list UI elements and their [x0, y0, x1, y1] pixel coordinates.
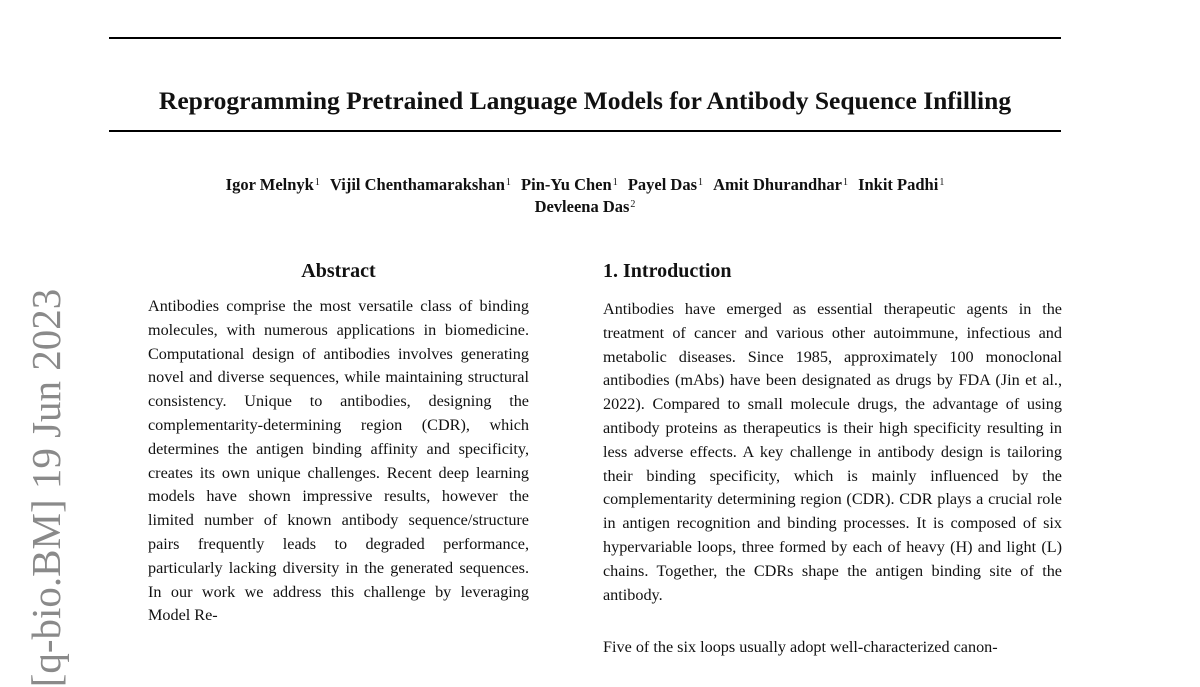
- author-name: Devleena Das: [534, 197, 630, 216]
- introduction-paragraph: Antibodies have emerged as essential therapeutic agents in the treatment of cancer and various other autoimmune, infectious and metabolic diseases. Since 1985, approximately 100 monoclonal antibodies (mAbs) have been designated as drugs by FDA (Jin et al., 2022). Compared to small molecule drugs, the advantage of using antibody proteins as therapeutics is their high specificity resulting in less adverse effects. A key challenge in antibody design is tailoring their binding specificity, which is mainly influenced by the complementarity determining region (CDR). CDR plays a crucial role in antigen recognition and binding processes. It is composed of six hypervariable loops, three formed by each of heavy (H) and light (L) chains. Together, the CDRs shape the antigen binding site of the antibody.: [603, 300, 1062, 604]
- author: [521, 174, 618, 196]
- author-name: Inkit Padhi: [858, 175, 939, 194]
- title-bottom-rule: [109, 130, 1061, 132]
- author-name: Igor Melnyk: [225, 175, 314, 194]
- author-name: Pin-Yu Chen: [521, 175, 612, 194]
- author: [858, 174, 944, 196]
- author: [330, 174, 511, 196]
- author: [628, 174, 703, 196]
- author-name: Payel Das: [627, 175, 698, 194]
- author: [535, 196, 636, 218]
- title-top-rule: [109, 37, 1061, 39]
- abstract-text: Antibodies comprise the most versatile class of binding molecules, with numerous applications in biomedicine. Computational design of antibodies involves generating novel and diverse sequences, while maintaining structural consistency. Unique to antibodies, designing the complementarity-determining region (CDR), which determines the antigen binding affinity and specificity, creates its own unique challenges. Recent deep learning models have shown impressive results, however the limited number of known antibody sequence/structure pairs frequently leads to degraded performance, particularly lacking diversity in the generated sequences. In our work we address this challenge by leveraging Model Re-: [148, 297, 529, 625]
- author-name: Amit Dhurandhar: [713, 175, 842, 194]
- author-name: Vijil Chenthamarakshan: [329, 175, 505, 194]
- author-affiliation: 1: [505, 177, 511, 188]
- abstract-heading: Abstract: [301, 260, 376, 282]
- arxiv-identifier-stamp: [q-bio.BM] 19 Jun 2023: [23, 288, 69, 687]
- author-affiliation: 1: [939, 177, 945, 188]
- author-affiliation: 1: [842, 177, 848, 188]
- author: [226, 174, 320, 196]
- introduction-heading: 1. Introduction: [603, 260, 732, 282]
- author-affiliation: 1: [612, 177, 618, 188]
- paper-title: Reprogramming Pretrained Language Models for Antibody Sequence Infilling: [158, 86, 1012, 116]
- author: [713, 174, 848, 196]
- author-affiliation: 1: [314, 177, 320, 188]
- author-affiliation: 2: [630, 199, 636, 210]
- author-list: [109, 174, 1061, 218]
- introduction-paragraph-continued: Five of the six loops usually adopt well-characterized canon-: [603, 638, 998, 656]
- author-affiliation: 1: [698, 177, 704, 188]
